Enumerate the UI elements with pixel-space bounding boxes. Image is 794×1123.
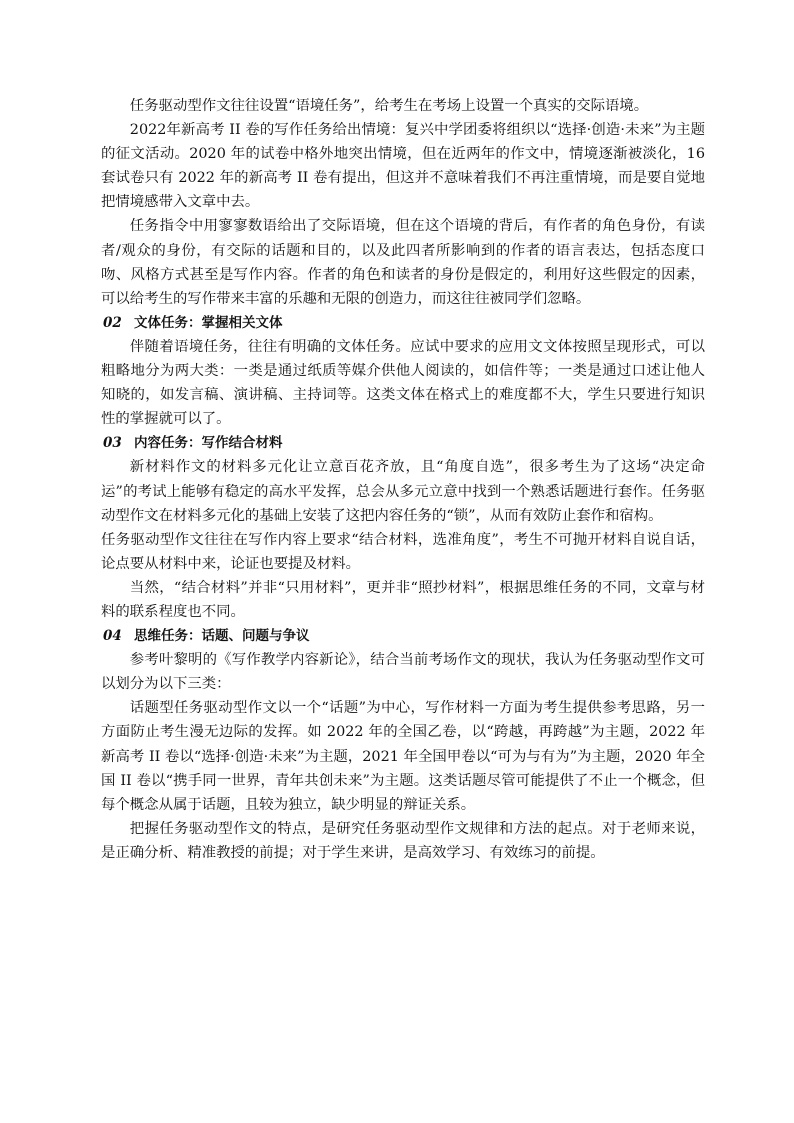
section-number: 02 — [103, 314, 122, 331]
paragraph-2022-exam-context: 2022年新高考 II 卷的写作任务给出情境：复兴中学团委将组织以“选择·创造·未来”为主题的征文活动。2020 年的试卷中格外地突出情境，但在近两年的作文中，情境逐渐被淡化，16 套试卷只有 2022 年的新高考 II 卷有提出，但这并不意味着我们不再注重情境，而是要自觉地把情境感带入文章中去。 — [101, 122, 705, 211]
section-number: 03 — [103, 435, 122, 452]
section-title: 文体任务：掌握相关文体 — [134, 314, 283, 331]
section-title: 思维任务：话题、问题与争议 — [134, 628, 310, 645]
paragraph-combine-material: 任务驱动型作文往往在写作内容上要求“结合材料，选准角度”，考生不可抛开材料自说自话，论点要从材料中来，论证也要提及材料。 — [101, 531, 705, 572]
section-title: 内容任务：写作结合材料 — [134, 435, 283, 452]
section-heading-thinking-task — [101, 624, 705, 648]
paragraph-conclusion: 把握任务驱动型作文的特点，是研究任务驱动型作文规律和方法的起点。对于老师来说，是正确分析、精准教授的前提；对于学生来讲，是高效学习、有效练习的前提。 — [101, 820, 705, 861]
paragraph-classification: 参考叶黎明的《写作教学内容新论》，结合当前考场作文的现状，我认为任务驱动型作文可以划分为以下三类： — [101, 652, 705, 693]
paragraph-context-task-intro: 任务驱动型作文往往设置“语境任务”，给考生在考场上设置一个真实的交际语境。 — [129, 98, 649, 114]
paragraph-topic-type: 话题型任务驱动型作文以一个“话题”为中心，写作材料一方面为考生提供参考思路，另一方面防止考生漫无边际的发挥。如 2022 年的全国乙卷，以“跨越，再跨越”为主题，2022 年新高考 II 卷以“选择·创造·未来”为主题，2021 年全国甲卷以“可为与有为”为主题，2020 年全国 II 卷以“携手同一世界，青年共创未来”为主题。这类话题尽管可能提供了不止一个概念，但每个概念从属于话题，且较为独立，缺少明显的辩证关系。 — [101, 700, 705, 813]
paragraph-genre-task: 伴随着语境任务，往往有明确的文体任务。应试中要求的应用文文体按照呈现形式，可以粗略地分为两大类：一类是通过纸质等媒介供他人阅读的，如信件等；一类是通过口述让他人知晓的，如发言稿、演讲稿、主持词等。这类文体在格式上的难度都不大，学生只要进行知识性的掌握就可以了。 — [101, 338, 705, 428]
section-number: 04 — [103, 628, 122, 645]
paragraph-communication-context: 任务指令中用寥寥数语给出了交际语境，但在这个语境的背后，有作者的角色身份，有读者/观众的身份，有交际的话题和目的，以及此四者所影响到的作者的语言表达，包括态度口吻、风格方式甚至是写作内容。作者的角色和读者的身份是假定的，利用好这些假定的因素，可以给考生的写作带来丰富的乐趣和无限的创造力，而这往往被同学们忽略。 — [101, 218, 705, 307]
document-body — [101, 94, 705, 865]
paragraph-material-diversity: 新材料作文的材料多元化让立意百花齐放，且“角度自选”，很多考生为了这场“决定命运”的考试上能够有稳定的高水平发挥，总会从多元立意中找到一个熟悉话题进行套作。任务驱动型作文在材料多元化的基础上安装了这把内容任务的“锁”，从而有效防止套作和宿构。 — [101, 459, 705, 524]
paragraph-material-relation: 当然，“结合材料”并非“只用材料”，更并非“照抄材料”，根据思维任务的不同，文章与材料的联系程度也不同。 — [101, 579, 705, 620]
section-heading-genre-task — [101, 311, 705, 335]
section-heading-content-task — [101, 431, 705, 455]
